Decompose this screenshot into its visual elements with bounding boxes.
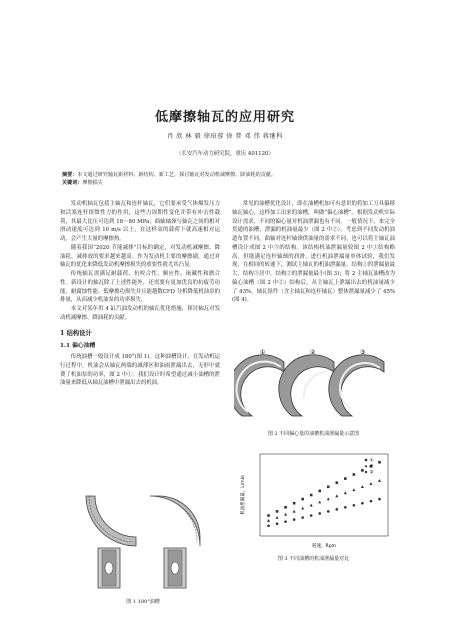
data-point — [361, 469, 364, 472]
variant-label: ③ — [360, 349, 366, 356]
data-point — [353, 473, 356, 476]
data-point — [344, 477, 347, 480]
data-point — [327, 510, 330, 513]
groove-variant-2 — [279, 349, 334, 416]
affiliation: （长安汽车动力研究院，重庆 401120） — [176, 151, 274, 157]
paragraph: 传统油槽一般设计成 180°(图 1)。这种油槽设计，在发动机运行过程中，机油会从轴瓦两端的减薄区和油雨泄漏出去，无形中就费了机油泵的功率，图 2 中①。我们设计时希望通过减小油槽的泄油量来降低从轴瓦油槽中泄漏出去的机油。 — [60, 354, 220, 387]
data-point — [370, 500, 373, 503]
data-point — [352, 488, 355, 491]
data-point — [267, 519, 270, 522]
data-point — [293, 510, 296, 513]
abstract-block — [62, 172, 392, 188]
author-list: 肖 欣 林 毅 徐瑄蓉 徐 普 邓 伟 蒋继科 — [167, 133, 283, 140]
paragraph: 随着我国“2020 节能减排”目标的确定，对发动机减摩擦、降油耗、减排放的要求越来越高。作为发动机主要的摩擦副，通过对轴瓦的优化来降低发动机摩擦损失的重要性就尤其凸显。 — [60, 244, 220, 269]
legend-label: ③ — [369, 464, 374, 470]
data-point — [378, 461, 381, 464]
legend-marker — [365, 465, 368, 468]
data-point — [361, 502, 364, 505]
figure-3-chart — [238, 448, 394, 552]
variant-label: ① — [260, 349, 266, 356]
paragraph: 本文对某年用 4 缸汽油发动机的轴瓦优化措施，探讨轴瓦对发动机减摩擦、降油耗的贡献。 — [60, 306, 220, 321]
paper-title: 低摩擦轴瓦的应用研究 — [154, 110, 295, 125]
data-point — [293, 502, 296, 505]
keywords-label: 关键词： — [62, 179, 83, 186]
data-point — [284, 513, 287, 516]
data-point — [336, 481, 339, 484]
figure-3-caption: 图 3 不同油槽的机油泄漏量对比 — [277, 556, 350, 562]
data-point — [301, 498, 304, 501]
data-point — [301, 516, 304, 519]
data-point — [310, 504, 313, 507]
paragraph: 传统轴瓦需满足耐载荷、抗咬合性、顺应性、嵌藏性和磨合性。新设计的轴瓦除了上述性能外，还需要有更加优良的抗疲劳功能、耐腐蚀性能、低摩擦功损失并且能越数CFD 分析降低机油泵的排量，从而减少机油泵的功率损失。 — [60, 271, 220, 304]
data-point — [335, 494, 338, 497]
data-point — [293, 518, 296, 521]
paragraph: 常见的油槽优化设计，即在油槽机加可有意识的将加工刀具偏移轴瓦轴心，这样加工出来的油槽，叫做“偏心油槽”。根据发动机实际设计需求，不同的偏心量对机油泄漏也有不同。一般情况下，来完全贯通的油槽，泄漏的机油量最少（图 2 中②）。考虑到不同发动机油道布置不同，曲轴对连杆轴颈供油量的需求不同，也可以将主轴瓦油槽设计成图 2 中③的结构。该结构机油泄漏量较图 2 中①结构略高，但能满足连杆轴颈的润滑。进行机油泄漏量单体试验，我们发现，在相同的转速下，测试主轴瓦的机油泄漏量，结构①的泄漏量最大，结构③居中，结构②的泄漏量最小(图 3)；将 2 主轴瓦油槽改为偏心油槽（图 2 中②）结构后，从主轴瓦上泄漏出去的机油量减少了 43%，轴瓦组件（含主轴瓦和连杆轴瓦）整体泄漏量减少了 45%(图 4)。 — [232, 201, 395, 304]
data-point — [361, 485, 364, 488]
data-point — [336, 508, 339, 511]
data-point — [284, 506, 287, 509]
data-point — [327, 486, 330, 489]
legend-marker — [365, 471, 367, 473]
section-heading: 1 结构设计 — [60, 329, 92, 337]
data-point — [344, 491, 347, 494]
data-point — [318, 512, 321, 515]
data-point — [310, 514, 313, 517]
data-point — [378, 479, 381, 482]
keywords-text: 摩擦损失 — [82, 179, 103, 186]
paragraph: 发动机轴瓦包括主轴瓦和连杆轴瓦，它们要承受气体爆发压力和活塞连杆组惯性力的作用，这些力周期性变化并带有冲击性载荷，其最大比压可达到 18～80 MPa；曲轴轴颈与轴瓦之间的相对滑动速度可达到 10 m/s 以上，在这样高的载荷下就高速相对运动，会产生大量的摩擦热。 — [60, 201, 220, 242]
figure-2-caption: 图 2 不同偏心量的油槽机油泄漏量示意图 — [267, 431, 360, 437]
x-axis-label: 转速，Rpm — [312, 544, 336, 549]
data-point — [327, 498, 330, 501]
data-point — [276, 522, 279, 525]
data-point — [318, 490, 321, 493]
abstract-label: 摘要： — [62, 172, 78, 178]
groove-variant-1 — [234, 349, 284, 416]
data-point — [353, 504, 356, 507]
data-point — [284, 520, 287, 523]
data-point — [318, 501, 321, 504]
data-point — [369, 482, 372, 485]
data-point — [310, 494, 313, 497]
subsection-heading: 1.1 偏心油槽 — [60, 342, 96, 349]
data-point — [276, 510, 279, 513]
left-column — [60, 200, 220, 388]
legend-marker — [365, 459, 367, 461]
data-point — [267, 514, 270, 517]
variant-label: ② — [310, 349, 316, 356]
data-point — [301, 507, 304, 510]
figure-2-groove-variants — [234, 346, 394, 424]
right-column — [232, 200, 395, 305]
data-point — [378, 498, 381, 501]
bearing-shell-right — [150, 496, 200, 588]
figure-1-caption: 图 1 180°油槽 — [126, 599, 160, 605]
figure-1-bearing-shells — [78, 488, 208, 593]
legend-label: ① — [369, 458, 374, 464]
data-point — [267, 524, 270, 527]
y-axis-label: 机油泄漏量，L/min — [241, 475, 246, 515]
legend-label: ② — [369, 470, 374, 476]
bearing-shell-left — [86, 496, 136, 588]
abstract-text: 本文通过研究轴瓦新材料、新结构、新工艺，探讨轴瓦对发动机减摩擦、降油耗的贡献。 — [77, 172, 276, 178]
groove-variant-3 — [329, 349, 384, 416]
data-point — [276, 516, 279, 519]
data-point — [344, 506, 347, 509]
